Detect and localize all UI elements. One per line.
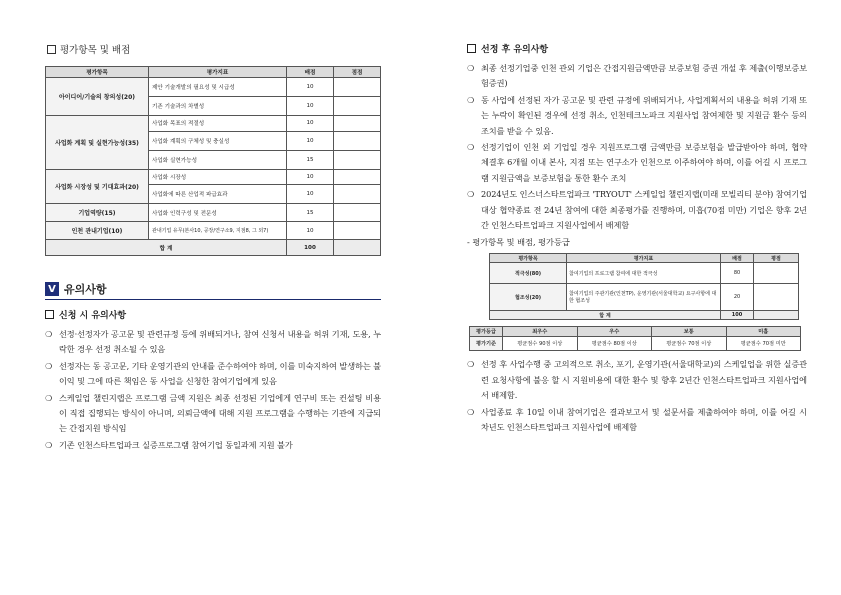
bullet-circle-icon: ❍ — [45, 440, 53, 450]
bullet-circle-icon: ❍ — [467, 64, 475, 73]
list-item: ❍ 선정·선정자가 공고문 및 관련규정 등에 위배되거나, 참여 신청서 내용을 허위 기재, 도용, 누락한 경우 선정 취소될 수 있음 — [45, 327, 381, 358]
table-row — [46, 222, 381, 240]
table-total-row — [46, 240, 381, 256]
eval-heading: 평가항목 및 배점 — [47, 42, 381, 56]
rating-cell — [334, 97, 381, 116]
score-cell: 10 — [287, 222, 334, 240]
list-item: ❍ 스케일업 챌린지랩은 프로그램 금액 지원은 최종 선정된 기업에게 연구비 또는 컨설팅 비용이 직접 집행되는 방식이 아니며, 의뢰금액에 대해 지원 프로그램을 수행하는 기관에 지급되는 간접지원 방식임 — [45, 391, 381, 437]
bullet-circle-icon: ❍ — [45, 330, 53, 339]
dash-item: - 평가항목 및 배점, 평가등급 — [467, 237, 570, 248]
table-header: 평가지표 — [149, 67, 287, 78]
category-cell: 기업역량(15) — [46, 204, 149, 222]
score-cell: 20 — [721, 284, 754, 311]
checkbox-square-icon — [45, 310, 54, 319]
rating-cell — [754, 311, 799, 320]
list-item: ❍ 2024년도 인스너스타트업파크 'TRYOUT' 스케일업 챌린지랩(미래 모빌리티 분야) 참여기업대상 협약종료 전 24년 참여에 대한 최종평가를 진행하며, 미흡(70점 미만) 기업은 향후 2년간 인천스타트업파크 지원사업에서 배제함 — [467, 187, 807, 233]
score-cell: 10 — [287, 97, 334, 116]
score-cell: 10 — [287, 78, 334, 97]
category-cell: 적극성(80) — [490, 263, 567, 284]
grade-cell: 평균점수 90점 이상 — [503, 337, 578, 351]
indicator-cell: 제안 기술개발의 필요성 및 시급성 — [149, 78, 287, 97]
total-label: 합 계 — [490, 311, 721, 320]
category-cell: 협조성(20) — [490, 284, 567, 311]
list-item: ❍ 선정기업이 인천 외 기업일 경우 지원프로그램 금액만큼 보증보험을 발급받아야 하며, 협약 체결후 6개월 이내 본사, 지점 또는 연구소가 인천으로 이주하여야 하며, 이를 어길 시 프로그램 지원금액을 보증보험을 통한 환수 조치 — [467, 140, 807, 186]
list-item: ❍ 선정 후 사업수행 중 고의적으로 취소, 포기, 운영기관(서울대학교)의 스케일업을 위한 실증관련 요청사항에 불응 할 시 지원비용에 대한 환수 및 향후 2년간 인천스타트업파크 지원사업에서 배제함. — [467, 357, 807, 403]
table-header: 평가등급 — [470, 327, 503, 337]
category-cell: 인천 관내기업(10) — [46, 222, 149, 240]
rating-cell — [334, 169, 381, 185]
score-cell: 80 — [721, 263, 754, 284]
category-cell: 사업화 시장성 및 기대효과(20) — [46, 169, 149, 204]
bullet-circle-icon: ❍ — [467, 143, 475, 153]
table-row — [46, 204, 381, 222]
table-row — [490, 263, 799, 284]
list-item: ❍ 동 사업에 선정된 자가 공고문 및 관련 규정에 위배되거나, 사업계획서의 내용을 허위 기재 또는 누락이 확인된 경우에 선정 취소, 인천테크노파크 지원사업 참여제한 및 지원금 환수 등의 조치를 받을 수 있음. — [467, 93, 807, 139]
sub-heading: 신청 시 유의사항 — [45, 308, 381, 321]
indicator-cell: 기존 기술과의 차별성 — [149, 97, 287, 116]
indicator-cell: 사업화 계획의 구체성 및 충실성 — [149, 131, 287, 150]
table-header: 우수 — [577, 327, 652, 337]
grade-table — [469, 326, 801, 351]
list-item: ❍ 최종 선정기업중 인천 관외 기업은 간접지원금액만큼 보증보험 증권 개설 후 제출(이행보증보험증권) — [467, 61, 807, 92]
section-number-badge: V — [45, 282, 59, 296]
table-header: 배점 — [721, 254, 754, 263]
score-cell: 10 — [287, 116, 334, 132]
score-cell: 10 — [287, 169, 334, 185]
score-cell: 15 — [287, 150, 334, 169]
bullet-circle-icon: ❍ — [467, 95, 475, 105]
rating-cell — [334, 150, 381, 169]
evaluation-table — [45, 66, 381, 256]
indicator-cell: 사업화 목표의 적절성 — [149, 116, 287, 132]
rating-cell — [334, 131, 381, 150]
grade-cell: 평균점수 70점 미만 — [726, 337, 801, 351]
checkbox-square-icon — [467, 44, 476, 53]
bullet-circle-icon: ❍ — [467, 360, 475, 370]
rating-cell — [754, 284, 799, 311]
indicator-cell: 사업화 실현가능성 — [149, 150, 287, 169]
bullet-circle-icon: ❍ — [467, 407, 475, 417]
score-cell: 10 — [287, 131, 334, 150]
section-title: 유의사항 — [64, 283, 107, 296]
table-row — [490, 284, 799, 311]
total-score: 100 — [721, 311, 754, 320]
table-total-row — [490, 311, 799, 320]
category-cell: 아이디어/기술의 창의성(20) — [46, 78, 149, 116]
grade-cell: 평균점수 70점 이상 — [652, 337, 727, 351]
category-cell: 사업화 계획 및 실현가능성(35) — [46, 116, 149, 170]
table-header: 배점 — [287, 67, 334, 78]
bullet-circle-icon: ❍ — [467, 190, 475, 200]
right-column — [467, 36, 807, 437]
section-header — [45, 281, 381, 300]
score-cell: 15 — [287, 204, 334, 222]
bullet-circle-icon: ❍ — [45, 361, 53, 371]
row-label: 평가기준 — [470, 337, 503, 351]
rating-cell — [334, 78, 381, 97]
list-item: ❍ 사업종료 후 10일 이내 참여기업은 결과보고서 및 설문서를 제출하여야 하며, 이를 어길 시 차년도 인천스타트업파크 지원사업에 배제함 — [467, 405, 807, 436]
grade-cell: 평균점수 80점 이상 — [577, 337, 652, 351]
table-header: 미흡 — [726, 327, 801, 337]
table-row — [46, 116, 381, 132]
table-header: 평점 — [754, 254, 799, 263]
total-label: 합 계 — [46, 240, 287, 256]
participation-eval-table — [489, 253, 799, 320]
indicator-cell: 참여기업의 주관기관(인천TP), 운영기관(서울대학교) 요구사항에 대한 협조성 — [567, 284, 721, 311]
list-item: ❍ 기존 인천스타트업파크 실증프로그램 참여기업 동일과제 지원 불가 — [45, 438, 381, 453]
rating-cell — [334, 240, 381, 256]
rating-cell — [334, 204, 381, 222]
rating-cell — [334, 185, 381, 204]
left-column — [45, 36, 381, 454]
rating-cell — [754, 263, 799, 284]
table-header: 최우수 — [503, 327, 578, 337]
table-header: 평가항목 — [46, 67, 149, 78]
indicator-cell: 관내기업 유무(본사10, 공장/연구소9, 지점8, 그 외7) — [149, 222, 287, 240]
indicator-cell: 참여기업의 프로그램 참여에 대한 적극성 — [567, 263, 721, 284]
rating-cell — [334, 116, 381, 132]
rating-cell — [334, 222, 381, 240]
indicator-cell: 사업화에 따른 산업적 파급효과 — [149, 185, 287, 204]
checkbox-square-icon — [47, 45, 56, 54]
list-item: ❍ 선정자는 동 공고문, 기타 운영기관의 안내를 준수하여야 하며, 이를 미숙지하여 발생하는 불이익 및 그에 따른 책임은 동 사업을 신청한 참여기업에게 있음 — [45, 359, 381, 390]
total-score: 100 — [287, 240, 334, 256]
indicator-cell: 사업화 인력구성 및 전문성 — [149, 204, 287, 222]
table-row — [470, 337, 801, 351]
score-cell: 10 — [287, 185, 334, 204]
indicator-cell: 사업화 시장성 — [149, 169, 287, 185]
table-header: 보통 — [652, 327, 727, 337]
table-row — [46, 78, 381, 97]
table-header: 평가항목 — [490, 254, 567, 263]
sub-heading: 선정 후 유의사항 — [467, 42, 807, 55]
table-row — [46, 169, 381, 185]
table-header: 평가지표 — [567, 254, 721, 263]
table-header: 점점 — [334, 67, 381, 78]
bullet-circle-icon: ❍ — [45, 393, 53, 403]
